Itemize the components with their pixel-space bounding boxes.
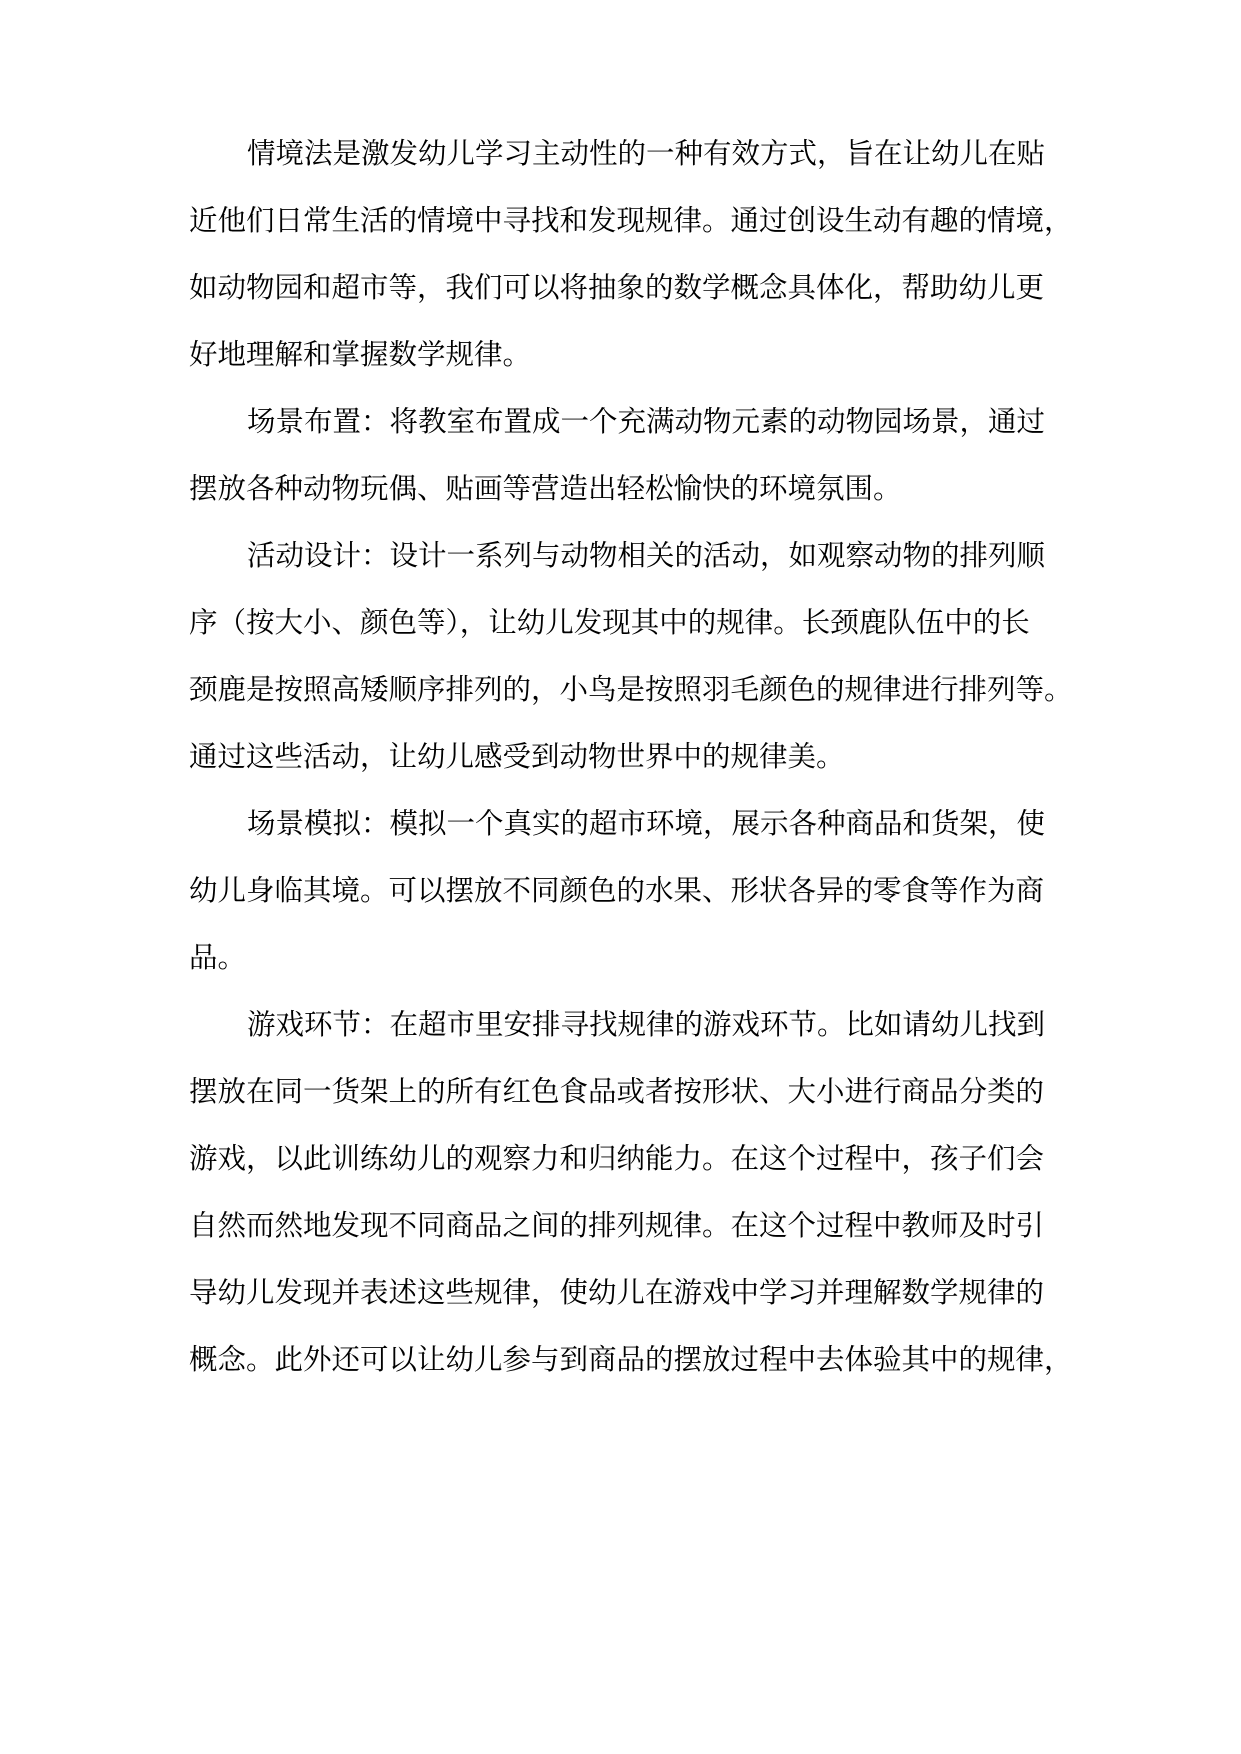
text-line: 序（按大小、颜色等），让幼儿发现其中的规律。长颈鹿队伍中的长	[189, 606, 1030, 639]
paragraph-5-line-4	[0, 1195, 1241, 1257]
paragraph-2-line-2	[0, 458, 1241, 520]
paragraph-3-line-4	[0, 726, 1241, 788]
paragraph-1-line-3	[0, 257, 1241, 319]
paragraph-5-line-1	[0, 994, 1241, 1056]
paragraph-4-line-1	[0, 793, 1241, 855]
text-line: 场景模拟：模拟一个真实的超市环境，展示各种商品和货架，使	[247, 807, 1046, 840]
paragraph-3-line-1	[0, 525, 1241, 587]
text-line: 颈鹿是按照高矮顺序排列的，小鸟是按照羽毛颜色的规律进行排列等。	[189, 673, 1073, 706]
paragraph-3-line-2	[0, 592, 1241, 654]
text-line: 活动设计：设计一系列与动物相关的活动，如观察动物的排列顺	[247, 539, 1046, 572]
paragraph-5-line-5	[0, 1262, 1241, 1324]
paragraph-4-line-3	[0, 927, 1241, 989]
text-line: 近他们日常生活的情境中寻找和发现规律。通过创设生动有趣的情境，	[189, 204, 1073, 237]
text-line: 游戏，以此训练幼儿的观察力和归纳能力。在这个过程中，孩子们会	[189, 1142, 1045, 1175]
text-line: 幼儿身临其境。可以摆放不同颜色的水果、形状各异的零食等作为商	[189, 874, 1045, 907]
text-line: 通过这些活动，让幼儿感受到动物世界中的规律美。	[189, 740, 845, 773]
text-line: 自然而然地发现不同商品之间的排列规律。在这个过程中教师及时引	[189, 1209, 1045, 1242]
text-line: 游戏环节：在超市里安排寻找规律的游戏环节。比如请幼儿找到	[247, 1008, 1046, 1041]
text-line: 如动物园和超市等，我们可以将抽象的数学概念具体化，帮助幼儿更	[189, 271, 1045, 304]
paragraph-2-line-1	[0, 391, 1241, 453]
text-line: 摆放各种动物玩偶、贴画等营造出轻松愉快的环境氛围。	[189, 472, 902, 505]
text-line: 场景布置：将教室布置成一个充满动物元素的动物园场景，通过	[247, 405, 1046, 438]
paragraph-5-line-2	[0, 1061, 1241, 1123]
text-line: 导幼儿发现并表述这些规律，使幼儿在游戏中学习并理解数学规律的	[189, 1276, 1045, 1309]
text-line: 情境法是激发幼儿学习主动性的一种有效方式，旨在让幼儿在贴	[247, 137, 1046, 170]
paragraph-5-line-3	[0, 1128, 1241, 1190]
text-line: 品。	[189, 941, 247, 974]
paragraph-1-line-1	[0, 123, 1241, 185]
paragraph-1-line-4	[0, 324, 1241, 386]
text-line: 摆放在同一货架上的所有红色食品或者按形状、大小进行商品分类的	[189, 1075, 1045, 1108]
paragraph-5-line-6	[0, 1329, 1241, 1391]
text-line: 好地理解和掌握数学规律。	[189, 338, 532, 371]
text-line: 概念。此外还可以让幼儿参与到商品的摆放过程中去体验其中的规律，	[189, 1343, 1073, 1376]
paragraph-4-line-2	[0, 860, 1241, 922]
paragraph-3-line-3	[0, 659, 1241, 721]
paragraph-1-line-2	[0, 190, 1241, 252]
